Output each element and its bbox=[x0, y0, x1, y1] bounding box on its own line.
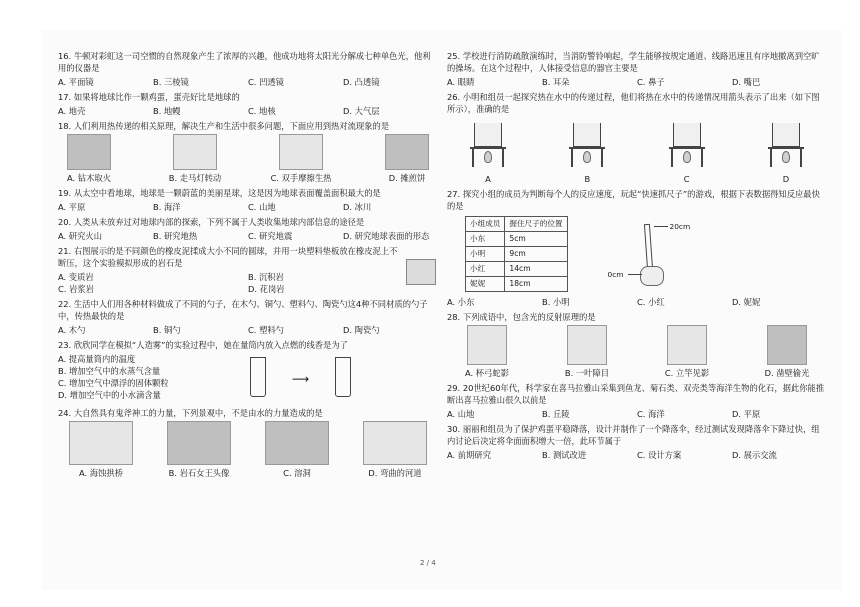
q27-stem: 27. 探究小组的成员为判断每个人的反应速度，玩起“快速抓尺子”的游戏，根据下表数据得知反应最快的是 bbox=[447, 189, 820, 211]
q18-stem: 18. 人们利用热传递的相关原理，解决生产和生活中很多问题，下面应用到热对流现象的是 bbox=[58, 121, 390, 131]
table-cell: 小明 bbox=[466, 247, 505, 262]
q23-options bbox=[58, 353, 228, 405]
q24-choice-a[interactable] bbox=[58, 421, 144, 479]
hands-rubbing-image bbox=[279, 134, 323, 170]
q17-stem: 17. 如果将地球比作一颗鸡蛋，蛋壳好比是地球的 bbox=[58, 92, 240, 102]
table-cell: 9cm bbox=[505, 247, 567, 262]
q18-choice-a[interactable] bbox=[58, 134, 120, 184]
q25-option-c[interactable]: C. 鼻子 bbox=[637, 77, 665, 87]
table-cell: 14cm bbox=[505, 262, 567, 277]
q20-stem: 20. 人类从未放弃过对地球内部的探索，下列不属于人类收集地球内部信息的途径是 bbox=[58, 217, 365, 227]
q19-option-c[interactable]: C. 山地 bbox=[248, 202, 276, 212]
q23-option-a[interactable]: A. 提高量筒内的温度 bbox=[58, 354, 136, 364]
queens-head-rock-image bbox=[167, 421, 231, 465]
q19-options bbox=[58, 201, 438, 213]
table-cell: 小红 bbox=[466, 262, 505, 277]
q22-option-b[interactable]: B. 铜勺 bbox=[153, 325, 181, 335]
cylinder-with-ice-image bbox=[313, 353, 373, 405]
q29-option-c[interactable]: C. 海洋 bbox=[637, 409, 665, 419]
q26-caption-c: C bbox=[683, 174, 690, 184]
drill-fire-image bbox=[67, 134, 111, 170]
q16-option-c[interactable]: C. 凹透镜 bbox=[248, 77, 284, 87]
q30-stem: 30. 丽丽和组员为了保护鸡蛋平稳降落，设计并制作了一个降落伞，经过测试发现降落伞下降过快，组内讨论后决定将伞面面积增大一倍，此环节属于 bbox=[447, 424, 820, 446]
q25-stem: 25. 学校进行消防疏散演练时，当消防警铃响起，学生能够按规定通道、线路迅速且有序地撤离到空旷的操场。在这个过程中，人体接受信息的器官主要是 bbox=[447, 51, 820, 73]
q22-option-d[interactable]: D. 陶瓷勺 bbox=[343, 325, 380, 335]
q26-choice-a[interactable] bbox=[457, 117, 519, 185]
meandering-river-image bbox=[363, 421, 427, 465]
q22-option-a[interactable]: A. 木勺 bbox=[58, 325, 86, 335]
table-row bbox=[466, 262, 568, 277]
arrow-right-icon: ⟶ bbox=[292, 372, 310, 386]
q27-option-b[interactable]: B. 小明 bbox=[542, 297, 570, 307]
q19-option-a[interactable]: A. 平原 bbox=[58, 202, 86, 212]
q27-figure bbox=[465, 216, 827, 292]
q22-options bbox=[58, 324, 438, 336]
table-row bbox=[466, 232, 568, 247]
table-header-cell: 握住尺子的位置 bbox=[505, 217, 567, 232]
table-cell: 妮妮 bbox=[466, 277, 505, 292]
q18-caption-a: A. 钻木取火 bbox=[67, 173, 111, 183]
beaker-d-image bbox=[758, 117, 814, 171]
q28-choice-a[interactable] bbox=[447, 325, 527, 379]
q16-option-b[interactable]: B. 三棱镜 bbox=[153, 77, 189, 87]
q26-caption-d: D bbox=[782, 174, 790, 184]
q27-option-c[interactable]: C. 小红 bbox=[637, 297, 665, 307]
q21-option-c[interactable]: C. 岩浆岩 bbox=[58, 284, 94, 294]
q28-caption-a: A. 杯弓蛇影 bbox=[465, 368, 509, 378]
wall-light-image bbox=[767, 325, 807, 365]
q17-option-d[interactable]: D. 大气层 bbox=[343, 106, 380, 116]
q30-option-a[interactable]: A. 前期研究 bbox=[447, 450, 491, 460]
leaf-eye-image bbox=[567, 325, 607, 365]
q30-option-b[interactable]: B. 测试改进 bbox=[542, 450, 587, 460]
q20-option-c[interactable]: C. 研究地震 bbox=[248, 231, 293, 241]
q30-option-c[interactable]: C. 设计方案 bbox=[637, 450, 682, 460]
q20-option-a[interactable]: A. 研究火山 bbox=[58, 231, 102, 241]
q24-stem: 24. 大自然具有鬼斧神工的力量，下列景观中，不是由水的力量造成的是 bbox=[58, 408, 323, 418]
q22-stem: 22. 生活中人们用各种材料做成了不同的勺子，在木勺、铜勺、塑料勺、陶瓷勺这4种不同材质的勺子中，传热最快的是 bbox=[58, 299, 428, 321]
q18-image-row bbox=[58, 134, 438, 184]
fog-experiment-figure bbox=[228, 353, 373, 405]
page-number: 2 / 4 bbox=[420, 559, 436, 567]
ruler-drop-figure bbox=[606, 216, 726, 292]
q28-choice-b[interactable] bbox=[547, 325, 627, 379]
q28-choice-d[interactable] bbox=[747, 325, 827, 379]
q18-choice-c[interactable] bbox=[270, 134, 332, 184]
q18-choice-d[interactable] bbox=[376, 134, 438, 184]
q21-stem: 21. 右图展示的是不同颜色的橡皮泥揉成大小不同的圆球，并用一块塑料垫板放在橡皮泥上不断压，这个实验模拟形成的岩石是 bbox=[58, 246, 398, 268]
left-column bbox=[58, 50, 438, 482]
q24-caption-b: B. 岩石女王头像 bbox=[168, 468, 230, 478]
q25-option-b[interactable]: B. 耳朵 bbox=[542, 77, 570, 87]
q26-choice-b[interactable] bbox=[556, 117, 618, 185]
q16-stem: 16. 牛顿对彩虹这一司空惯的自然现象产生了浓厚的兴趣，他成功地将太阳光分解成七种单色光，他利用的仪器是 bbox=[58, 51, 431, 73]
table-cell: 18cm bbox=[505, 277, 567, 292]
q26-caption-b: B bbox=[584, 174, 591, 184]
exam-page bbox=[42, 30, 842, 590]
q23-option-b[interactable]: B. 增加空气中的水蒸气含量 bbox=[58, 366, 161, 376]
q19-stem: 19. 从太空中看地球，地球是一颗蔚蓝的美丽星球，这是因为地球表面覆盖面积最大的是 bbox=[58, 188, 381, 198]
q17-option-c[interactable]: C. 地核 bbox=[248, 106, 276, 116]
q23-stem: 23. 欣欣同学在模拟“人造雾”的实验过程中，她在量筒内放入点燃的线香是为了 bbox=[58, 340, 348, 350]
table-cell: 5cm bbox=[505, 232, 567, 247]
q25-option-a[interactable]: A. 眼睛 bbox=[447, 77, 475, 87]
clay-balls-image bbox=[406, 259, 436, 285]
table-cell: 小东 bbox=[466, 232, 505, 247]
q25-option-d[interactable]: D. 嘴巴 bbox=[732, 77, 761, 87]
q23-option-d[interactable]: D. 增加空气中的小水滴含量 bbox=[58, 390, 161, 400]
q19-option-d[interactable]: D. 冰川 bbox=[343, 202, 372, 212]
q26-caption-a: A bbox=[485, 174, 491, 184]
q29-options bbox=[447, 408, 827, 420]
q29-option-b[interactable]: B. 丘陵 bbox=[542, 409, 570, 419]
q28-caption-d: D. 凿壁偷光 bbox=[764, 368, 810, 378]
q28-choice-c[interactable] bbox=[647, 325, 727, 379]
q17-option-a[interactable]: A. 地壳 bbox=[58, 106, 86, 116]
table-row bbox=[466, 247, 568, 262]
q24-caption-d: D. 弯曲的河道 bbox=[368, 468, 422, 478]
q24-caption-c: C. 溶洞 bbox=[283, 468, 311, 478]
karst-cave-image bbox=[265, 421, 329, 465]
q18-caption-d: D. 摊煎饼 bbox=[388, 173, 426, 183]
hand-image bbox=[640, 266, 664, 286]
reaction-table bbox=[465, 216, 568, 292]
q28-image-row bbox=[447, 325, 827, 379]
q26-choice-d[interactable] bbox=[755, 117, 817, 185]
q18-caption-b: B. 走马灯转动 bbox=[168, 173, 222, 183]
q20-option-d[interactable]: D. 研究地球表面的形态 bbox=[343, 231, 430, 241]
q26-image-row bbox=[447, 117, 827, 185]
q17-options bbox=[58, 105, 438, 117]
q24-image-row bbox=[58, 421, 438, 479]
q21-option-a[interactable]: A. 变质岩 bbox=[58, 272, 94, 282]
table-header-cell: 小组成员 bbox=[466, 217, 505, 232]
q20-options bbox=[58, 230, 438, 242]
lantern-image bbox=[173, 134, 217, 170]
q21-option-d[interactable]: D. 花岗岩 bbox=[248, 284, 285, 294]
ruler-bottom-label: 0cm bbox=[607, 270, 624, 279]
q24-choice-d[interactable] bbox=[352, 421, 438, 479]
q27-option-a[interactable]: A. 小东 bbox=[447, 297, 475, 307]
q24-choice-c[interactable] bbox=[254, 421, 340, 479]
q21-options bbox=[58, 271, 438, 295]
q19-option-b[interactable]: B. 海洋 bbox=[153, 202, 181, 212]
q24-choice-b[interactable] bbox=[156, 421, 242, 479]
q28-caption-b: B. 一叶障目 bbox=[564, 368, 610, 378]
q16-options bbox=[58, 76, 438, 88]
q27-option-d[interactable]: D. 妮妮 bbox=[732, 297, 761, 307]
q18-choice-b[interactable] bbox=[164, 134, 226, 184]
right-column bbox=[447, 50, 827, 464]
q24-caption-a: A. 海蚀拱桥 bbox=[79, 468, 123, 478]
q16-option-a[interactable]: A. 平面镜 bbox=[58, 77, 94, 87]
ruler-top-label: 20cm bbox=[669, 222, 691, 231]
beaker-b-image bbox=[559, 117, 615, 171]
q25-options bbox=[447, 76, 827, 88]
q22-option-c[interactable]: C. 塑料勺 bbox=[248, 325, 284, 335]
sea-arch-image bbox=[69, 421, 133, 465]
q27-options bbox=[447, 296, 827, 308]
q18-caption-c: C. 双手摩擦生热 bbox=[270, 173, 332, 183]
q28-stem: 28. 下列成语中，包含光的反射原理的是 bbox=[447, 312, 596, 322]
q29-option-d[interactable]: D. 平原 bbox=[732, 409, 761, 419]
q20-option-b[interactable]: B. 研究地热 bbox=[153, 231, 198, 241]
q26-choice-c[interactable] bbox=[656, 117, 718, 185]
beaker-a-image bbox=[460, 117, 516, 171]
pole-shadow-image bbox=[667, 325, 707, 365]
q21-option-b[interactable]: B. 沉积岩 bbox=[248, 272, 284, 282]
cup-bow-image bbox=[467, 325, 507, 365]
q30-option-d[interactable]: D. 展示交流 bbox=[732, 450, 777, 460]
q29-stem: 29. 20世纪60年代，科学家在喜马拉雅山采集到鱼龙、菊石类、双壳类等海洋生物的化石，据此你能推断出喜马拉雅山很久以前是 bbox=[447, 383, 825, 405]
q23-option-c[interactable]: C. 增加空气中漂浮的固体颗粒 bbox=[58, 378, 169, 388]
table-header-row bbox=[466, 217, 568, 232]
q17-option-b[interactable]: B. 地幔 bbox=[153, 106, 181, 116]
q29-option-a[interactable]: A. 山地 bbox=[447, 409, 475, 419]
q28-caption-c: C. 立竿见影 bbox=[664, 368, 710, 378]
pancake-image bbox=[385, 134, 429, 170]
q16-option-d[interactable]: D. 凸透镜 bbox=[343, 77, 380, 87]
q30-options bbox=[447, 449, 827, 461]
cylinder-with-incense-image bbox=[228, 353, 288, 405]
q26-stem: 26. 小明和组员一起探究热在水中的传递过程，他们将热在水中的传递情况用箭头表示了出来（如下图所示），准确的是 bbox=[447, 92, 820, 114]
beaker-c-image bbox=[659, 117, 715, 171]
table-row bbox=[466, 277, 568, 292]
